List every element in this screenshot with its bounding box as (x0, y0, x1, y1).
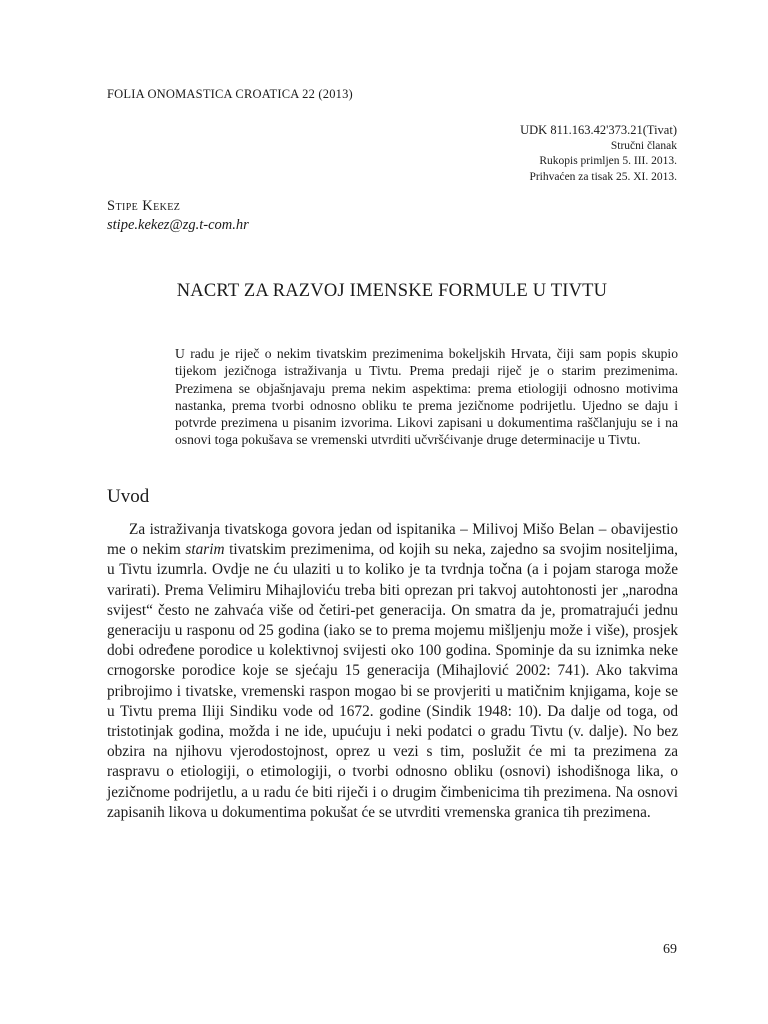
author-email: stipe.kekez@zg.t-com.hr (107, 217, 249, 233)
article-title: NACRT ZA RAZVOJ IMENSKE FORMULE U TIVTU (176, 281, 608, 301)
body-paragraph (107, 520, 678, 823)
article-type: Stručni članak (610, 139, 677, 152)
paragraph-text-start: Za istraživanja tivatskoga govora jedan od ispitanika – Milivoj Mišo Belan – obavijestio me o nekim (107, 521, 678, 559)
emphasized-word: starim (185, 541, 225, 559)
author-name: Stipe Kekez (107, 198, 181, 214)
abstract: U radu je riječ o nekim tivatskim prezimenima bokeljskih Hrvata, čiji sam popis skupio tijekom jezičnoga istraživanja u Tivtu. Prema predaji riječ je o starim prezimenima. Prezimena se objašnjavaju prema nekim aspektima: prema etiologiji odnosno motivima nastanka, prema tvorbi odnosno obliku te prema jezičnome podrijetlu. Ujedno se daju i potvrde prezimena u pisanim izvorima. Likovi zapisani u dokumentima raščlanjuju se i na osnovi toga pokušava se vremenski utvrditi učvršćivanje druge determinacije u Tivtu. (175, 346, 678, 448)
udk-code: UDK 811.163.42'373.21(Tivat) (520, 123, 677, 137)
journal-header: FOLIA ONOMASTICA CROATICA 22 (2013) (107, 87, 353, 101)
page-number: 69 (663, 942, 677, 957)
paragraph-text-rest: tivatskim prezimenima, od kojih su neka, zajedno sa svojim nositeljima, u Tivtu izumrla. Ovdje ne ću ulaziti u to koliko je ta tvrdnja točna (a i pojam staroga može varirati). Prema Velimiru Mihajloviću treba biti oprezan pri takvoj autohtonosti jer „narodna svijest“ često ne zahvaća više od četiri-pet generacija. On smatra da je, promatrajući jednu generaciju u rasponu od 25 godina (iako se to prema mojemu mišljenju može i više), prosjek dobi određene porodice u kolektivnoj svijesti oko 100 godina. Spominje da su iznimka neke crnogorske porodice koje se sjećaju 15 generacija (Mihajlović 2002: 741). Ako takvima pribrojimo i tivatske, vremenski raspon mogao bi se provjeriti u matičnim knjigama, koje se u Tivtu prema Iliji Sindiku vode od 1672. godine (Sindik 1948: 10). Da dalje od toga, od tristotinjak godina, možda i ne ide, upućuju i neki podatci o gradu Tivtu (v. dalje). No bez obzira na njihovu vjerodostojnost, oprez u vezi s tim, poslužit će mi ta prezimena za raspravu o etiologiji, o etimologiji, o tvorbi odnosno obliku (osnovi) ishodišnoga lika, o jezičnome podrijetlu, a u radu će biti riječi i o drugim čimbenicima tih prezimena. Na osnovi zapisanih likova u dokumentima pokušat će se utvrditi vremenska granica tih prezimena. (107, 541, 679, 821)
section-heading: Uvod (107, 486, 150, 507)
received-date: Rukopis primljen 5. III. 2013. (539, 155, 677, 167)
article-meta (520, 123, 677, 185)
accepted-date: Prihvaćen za tisak 25. XI. 2013. (529, 170, 677, 183)
